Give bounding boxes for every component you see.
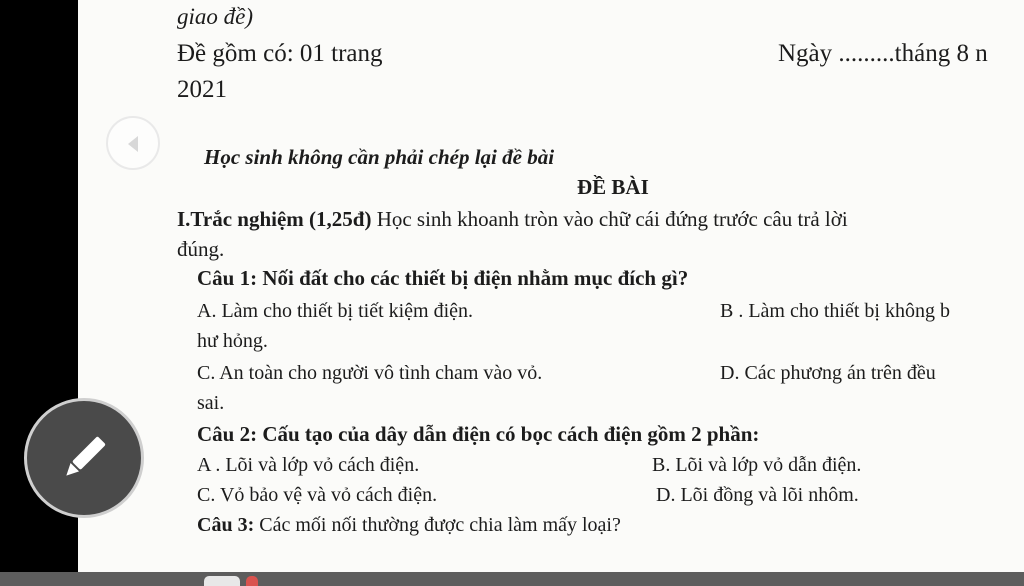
q2-option-d: D. Lõi đồng và lõi nhôm. xyxy=(656,484,859,506)
section-text: Học sinh khoanh tròn vào chữ cái đứng trước câu trả lời xyxy=(371,207,848,231)
question-3: Câu 3: xyxy=(197,514,255,536)
exam-title: ĐỀ BÀI xyxy=(577,175,649,199)
instruction-text: Học sinh không cần phải chép lại đề bài xyxy=(204,145,555,169)
bottom-bar-indicator xyxy=(246,576,258,586)
q1-option-b-cont: hư hỏng. xyxy=(197,330,268,352)
bottom-bar xyxy=(0,572,1024,586)
section-heading-line xyxy=(177,206,848,232)
q1-option-c: C. An toàn cho người vô tình cham vào vỏ. xyxy=(197,362,543,384)
date-line: Ngày .........tháng 8 n xyxy=(778,40,988,67)
q1-option-d: D. Các phương án trên đều xyxy=(720,362,936,384)
bottom-bar-handle xyxy=(204,576,240,586)
q2-option-a: A . Lõi và lớp vỏ cách điện. xyxy=(197,454,420,476)
q1-option-d-cont: sai. xyxy=(197,392,225,414)
question-2: Câu 2: Cấu tạo của dây dẫn điện có bọc cách điện gồm 2 phần: xyxy=(197,422,760,446)
back-button[interactable] xyxy=(106,116,160,170)
question-3-text: Các mối nối thường được chia làm mấy loại? xyxy=(254,514,621,536)
header-fragment: giao đề) xyxy=(177,4,254,29)
question-3-line xyxy=(197,512,621,538)
question-1: Câu 1: Nối đất cho các thiết bị điện nhằm mục đích gì? xyxy=(197,266,689,290)
section-heading: I.Trắc nghiệm (1,25đ) xyxy=(177,207,372,231)
q2-option-c: C. Vỏ bảo vệ và vỏ cách điện. xyxy=(197,484,438,506)
q1-option-b: B . Làm cho thiết bị không b xyxy=(720,300,950,322)
page-count: Đề gồm có: 01 trang xyxy=(177,40,383,67)
year: 2021 xyxy=(177,76,227,103)
section-text-cont: đúng. xyxy=(177,237,225,261)
annotate-button[interactable] xyxy=(24,398,144,518)
q1-option-a: A. Làm cho thiết bị tiết kiệm điện. xyxy=(197,300,474,322)
q2-option-b: B. Lõi và lớp vỏ dẫn điện. xyxy=(652,454,862,476)
pencil-icon xyxy=(53,427,115,489)
back-arrow-icon xyxy=(128,136,138,152)
